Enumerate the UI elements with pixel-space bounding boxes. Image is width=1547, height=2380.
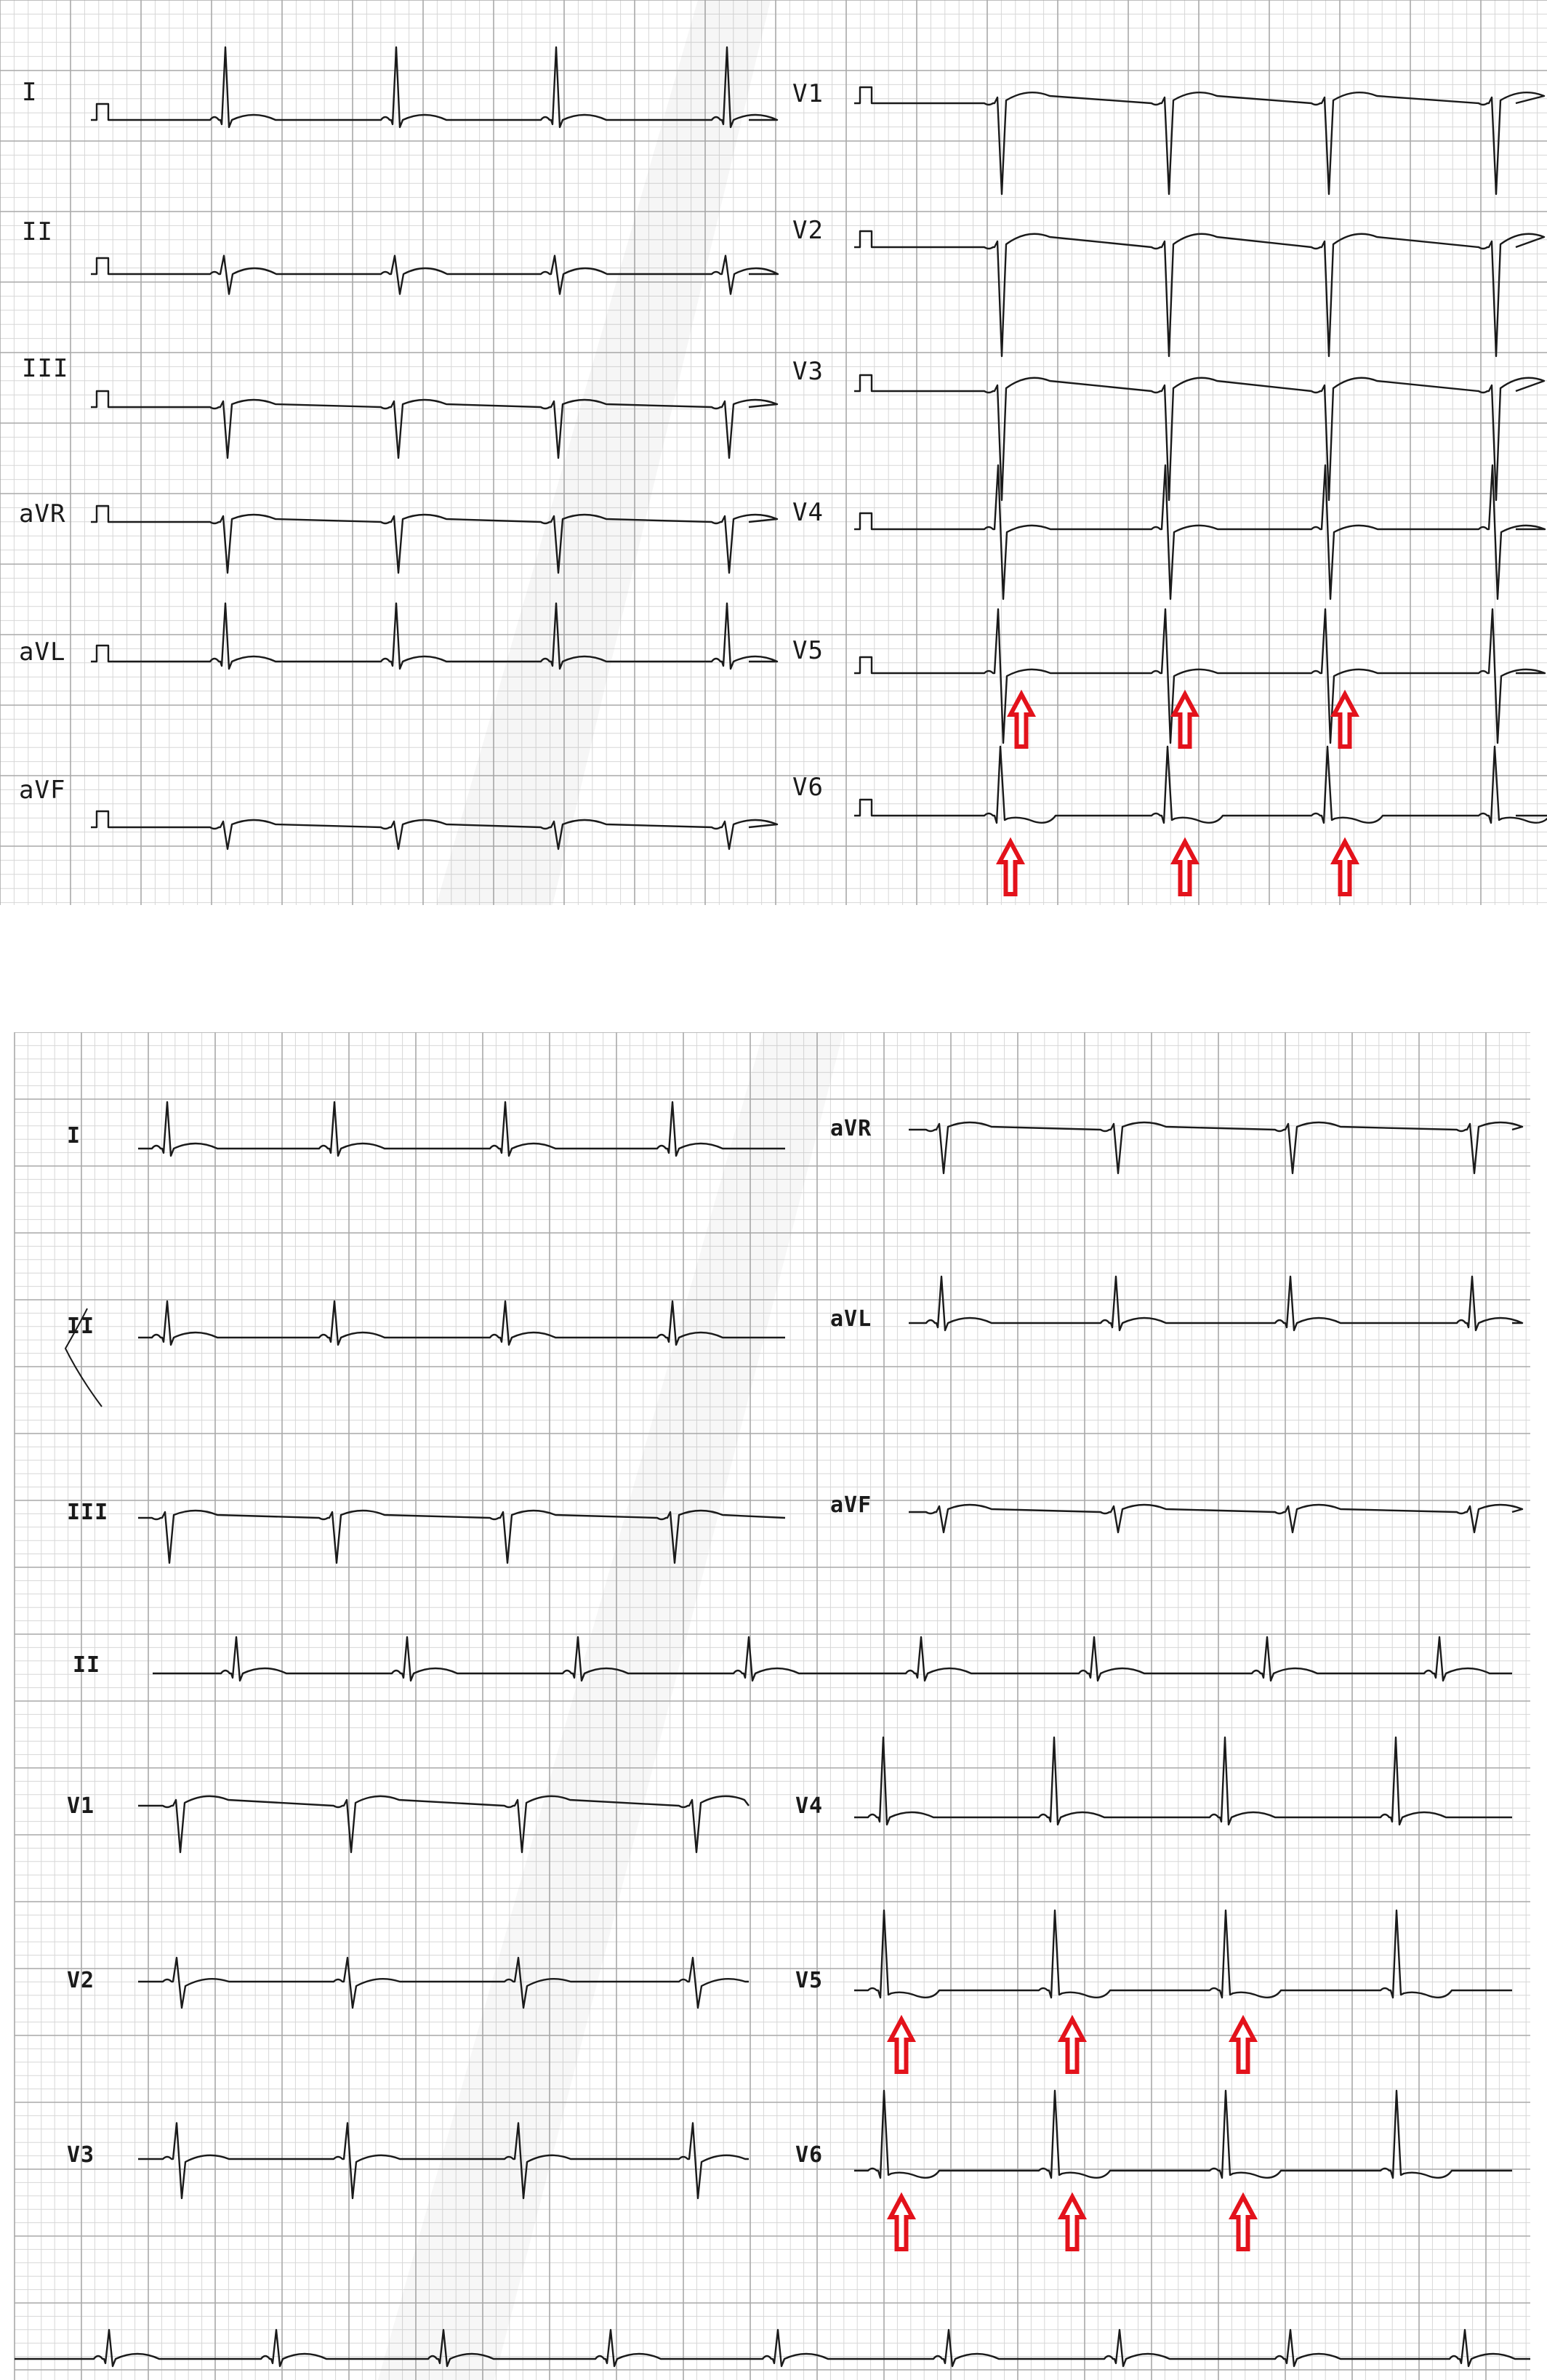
lead-label-V4-bottom: V4 <box>795 1793 824 1819</box>
lead-label-V1-bottom: V1 <box>67 1793 95 1819</box>
ecg-grid-top <box>0 0 1547 905</box>
lead-label-III-top: III <box>22 354 69 383</box>
lead-label-aVL-bottom: aVL <box>830 1306 872 1332</box>
lead-label-II-bottom: II <box>67 1314 95 1339</box>
lead-label-V1-top: V1 <box>792 79 824 108</box>
ecg-panel-top <box>0 0 1547 905</box>
lead-label-V2-top: V2 <box>792 216 824 245</box>
ecg-grid-bottom <box>0 1032 1547 2380</box>
lead-label-I-bottom: I <box>67 1123 81 1149</box>
paper-background-top <box>0 0 1547 905</box>
ecg-panel-bottom <box>0 1032 1547 2380</box>
lead-label-V5-top: V5 <box>792 636 824 665</box>
lead-label-I-top: I <box>22 78 38 107</box>
lead-label-II-top: II <box>22 217 53 246</box>
lead-label-V3-bottom: V3 <box>67 2142 95 2168</box>
lead-label-III-bottom: III <box>67 1500 109 1525</box>
lead-label-aVR-bottom: aVR <box>830 1116 872 1141</box>
lead-label-V5-bottom: V5 <box>795 1968 824 1993</box>
lead-label-II-rhythm: II <box>73 1652 101 1678</box>
lead-label-V2-bottom: V2 <box>67 1968 95 1993</box>
lead-label-V6-bottom: V6 <box>795 2142 824 2168</box>
lead-label-V3-top: V3 <box>792 357 824 386</box>
lead-label-aVR-top: aVR <box>19 499 66 528</box>
lead-label-aVF-top: aVF <box>19 776 66 805</box>
lead-label-V6-top: V6 <box>792 773 824 802</box>
lead-label-aVL-top: aVL <box>19 638 66 667</box>
lead-label-V4-top: V4 <box>792 498 824 527</box>
lead-label-aVF-bottom: aVF <box>830 1492 872 1518</box>
